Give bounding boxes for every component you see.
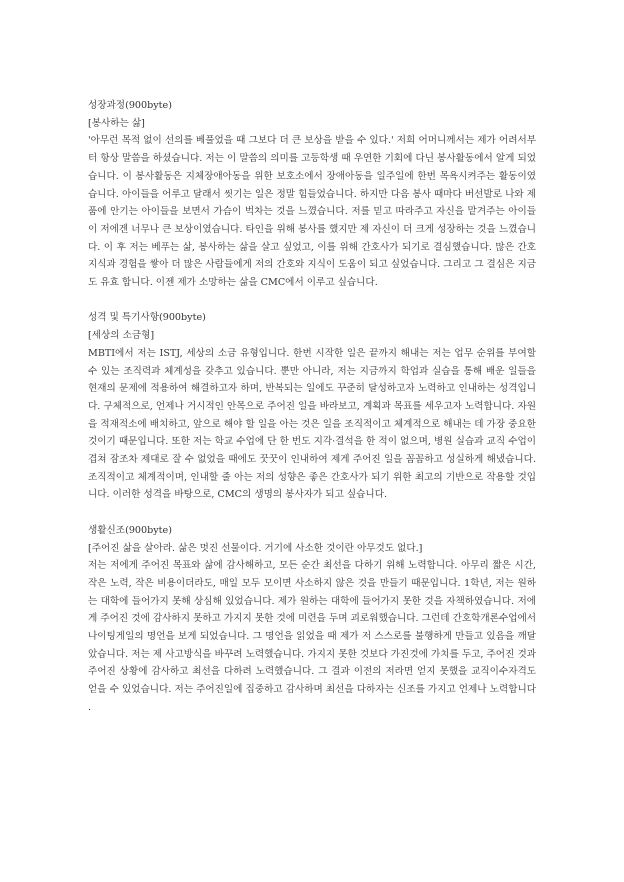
- section-personality: [88, 309, 536, 504]
- section-body: 저는 저에게 주어진 목표와 삶에 감사해하고, 모든 순간 최선을 다하기 위해 노력합니다. 아무리 짧은 시간, 작은 노력, 작은 비용이더라도, 매일 모두 모이면 사소하지 않은 것을 만들기 때문입니다. 1학년, 저는 원하는 대학에 들어가지 못해 상심해 있었습니다. 제가 원하는 대학에 들어가지 못한 것을 자책하였습니다. 저에게 주어진 것에 감사하지 못하고 가지지 못한 것에 미련을 두며 괴로워했습니다. 그런데 간호학개론수업에서 나이팅게일의 명언을 보게 되었습니다. 그 명언을 읽었을 때 제가 저 스스로를 불행하게 만들고 있음을 깨달았습니다. 저는 제 사고방식을 바꾸려 노력했습니다. 가지지 못한 것보다 가진것에 가치를 두고, 주어진 것과 주어진 상황에 감사하고 최선을 다하려 노력했습니다. 그 결과 이전의 저라면 얻지 못했을 교직이수자격도 얻을 수 있었습니다. 저는 주어진일에 집중하고 감사하며 최선을 다하자는 신조를 가지고 언제나 노력합니다.: [88, 560, 536, 713]
- section-heading: 성격 및 특기사항(900byte): [88, 312, 206, 324]
- section-heading: 생활신조(900byte): [88, 524, 172, 536]
- section-heading: 성장과정(900byte): [88, 100, 172, 111]
- section-body: MBTI에서 저는 ISTJ, 세상의 소금 유형입니다. 한번 시작한 일은 끝까지 해내는 저는 업무 순위를 부여할 수 있는 조직력과 체계성을 갖추고 있습니다. 뿐만 아니라, 저는 지금까지 학업과 실습을 통해 배운 일들을 현재의 문제에 적용하여 해결하고자 하며, 반복되는 일에도 꾸준히 달성하고자 노력하고 인내하는 성격입니다. 구체적으로, 언제나 거시적인 안목으로 주어진 일을 바라보고, 계획과 목표를 세우고자 노력합니다. 자원을 적재적소에 배치하고, 앞으로 해야 할 일을 아는 것은 일을 조직적이고 체계적으로 해내는 데 가장 중요한 것이기 때문입니다. 또한 저는 학교 수업에 단 한 번도 지각·결석을 한 적이 없으며, 병원 실습과 교직 수업이 겹쳐 잠조차 제대로 잘 수 없었을 때에도 꿋꿋이 인내하여 제게 주어진 일을 꼼꼼하고 성실하게 해냈습니다. 조직적이고 체계적이며, 인내할 줄 아는 저의 성향은 좋은 간호사가 되기 위한 최고의 기반으로 작용할 것입니다. 이러한 성격을 바탕으로, CMC의 생명의 봉사자가 되고 싶습니다.: [88, 347, 536, 501]
- section-life-motto: [88, 522, 536, 717]
- section-growth: [88, 97, 536, 292]
- section-subtitle: [봉사하는 삶]: [88, 117, 145, 129]
- section-subtitle: [주어진 삶을 살아라. 삶은 멋진 선물이다. 거기에 사소한 것이란 아무것도 없다.]: [88, 542, 423, 554]
- section-body: '아무런 목적 없이 선의를 베풀었을 때 그보다 더 큰 보상을 받을 수 있다.' 저희 어머니께서는 제가 어려서부터 항상 말씀을 하셨습니다. 저는 이 말씀의 의미를 고등학생 때 우연한 기회에 다닌 봉사활동에서 알게 되었습니다. 이 봉사활동은 지체장애아동을 위한 보호소에서 장애아동을 일주일에 한번 목욕시켜주는 활동이였습니다. 아이들을 어루고 달래서 씻기는 일은 정말 힘들었습니다. 하지만 다음 봉사 때마다 버선발로 나와 제 품에 안기는 아이들을 보면서 가슴이 벅차는 것을 느꼈습니다. 저를 믿고 따라주고 자신을 맡겨주는 아이들이 저에겐 너무나 큰 보상이였습니다. 타인을 위해 봉사를 했지만 제 자신이 더 크게 성장하는 것을 느꼈습니다. 이 후 저는 베푸는 삶, 봉사하는 삶을 살고 싶었고, 이를 위해 간호사가 되기로 결심했습니다. 많은 간호지식과 경험을 쌓아 더 많은 사람들에게 저의 간호와 지식이 도움이 되고 싶었습니다. 그리고 그 결심은 지금도 유효 합니다. 이젠 제가 소망하는 삶을 CMC에서 이루고 싶습니다.: [88, 135, 536, 289]
- section-subtitle: [세상의 소금형]: [88, 330, 155, 342]
- document-page: [88, 97, 536, 717]
